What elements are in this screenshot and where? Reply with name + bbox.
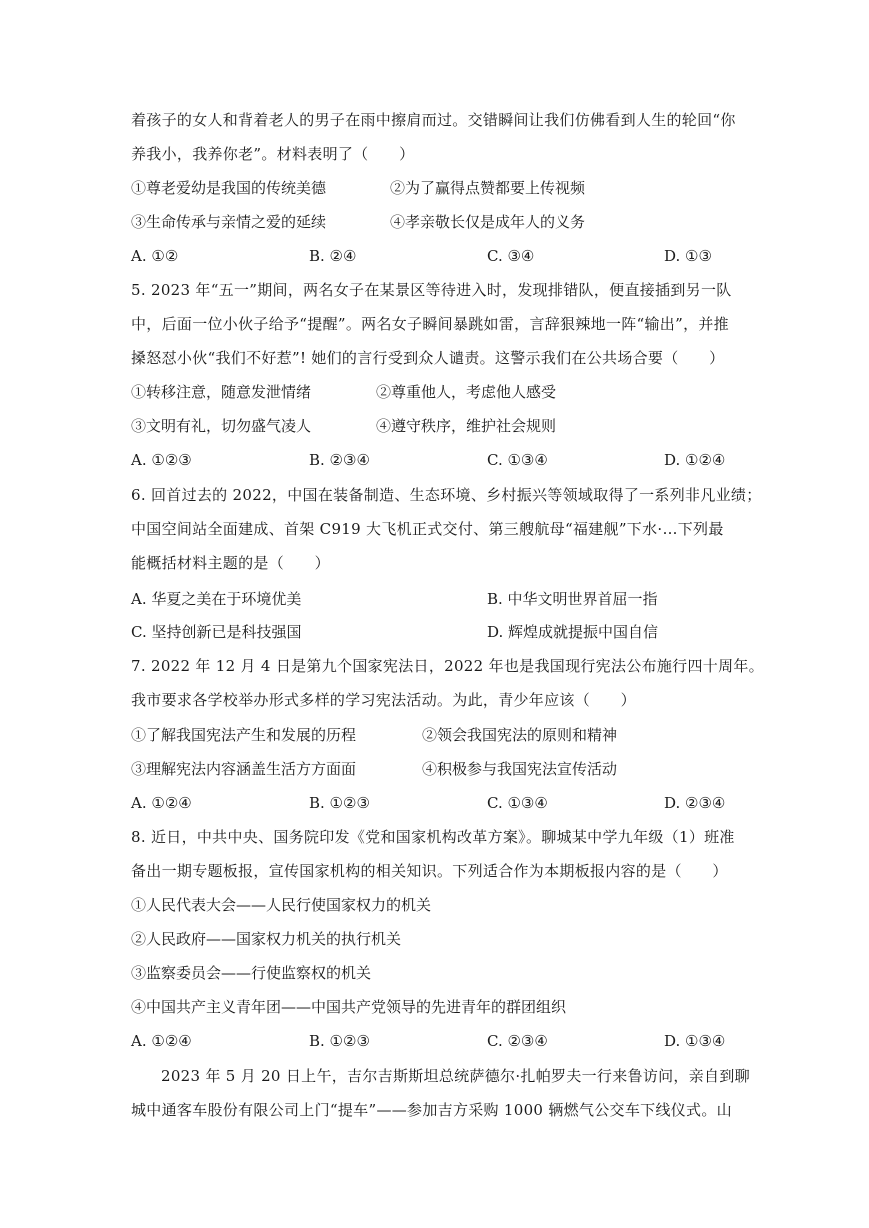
q7-choice-c: C. ①③④ <box>487 794 548 812</box>
q8-statement-4: ④中国共产主义青年团——中国共产党领导的先进青年的群团组织 <box>131 998 567 1016</box>
q6-stem-line-2: 中国空间站全面建成、首架 C919 大飞机正式交付、第三艘航母“福建舰”下水·…下列最 <box>131 520 724 538</box>
q7-statement-1: ①了解我国宪法产生和发展的历程 <box>131 726 357 744</box>
q7-stem-line-1: 7. 2022 年 12 月 4 日是第九个国家宪法日，2022 年也是我国现行宪法公布施行四十周年。 <box>131 657 764 675</box>
q4-statement-4: ④孝亲敬长仅是成年人的义务 <box>390 213 586 231</box>
q5-choice-d: D. ①②④ <box>664 451 726 469</box>
q4-choice-b: B. ②④ <box>309 247 357 265</box>
q4-choice-a: A. ①② <box>131 247 179 265</box>
q4-statement-3: ③生命传承与亲情之爱的延续 <box>131 213 327 231</box>
q5-choice-a: A. ①②③ <box>131 451 192 469</box>
q6-choice-b: B. 中华文明世界首屈一指 <box>487 590 658 608</box>
q4-choice-d: D. ①③ <box>664 247 712 265</box>
q5-choice-b: B. ②③④ <box>309 451 370 469</box>
q6-stem-line-3: 能概括材料主题的是（ ） <box>131 554 330 572</box>
q8-stem-line-1: 8. 近日，中共中央、国务院印发《党和国家机构改革方案》。聊城某中学九年级（1）班准 <box>131 828 735 846</box>
q4-stem-line-1: 着孩子的女人和背着老人的男子在雨中擦肩而过。交错瞬间让我们仿佛看到人生的轮回“你 <box>131 111 736 129</box>
q8-statement-1: ①人民代表大会——人民行使国家权力的机关 <box>131 896 432 914</box>
q8-choice-c: C. ②③④ <box>487 1032 548 1050</box>
q7-statement-4: ④积极参与我国宪法宣传活动 <box>422 760 618 778</box>
q4-choice-c: C. ③④ <box>487 247 535 265</box>
q6-choice-d: D. 辉煌成就提振中国自信 <box>487 623 659 641</box>
q7-stem-line-2: 我市要求各学校举办形式多样的学习宪法活动。为此，青少年应该（ ） <box>131 691 636 709</box>
q7-choice-b: B. ①②③ <box>309 794 370 812</box>
q4-stem-line-2: 养我小，我养你老”。材料表明了（ ） <box>131 145 415 163</box>
q8-choice-a: A. ①②④ <box>131 1032 192 1050</box>
q6-stem-line-1: 6. 回首过去的 2022，中国在装备制造、生态环境、乡村振兴等领域取得了一系列非凡业绩； <box>131 486 762 504</box>
q5-stem-line-3: 搡怒怼小伙“我们不好惹”! 她们的言行受到众人谴责。这警示我们在公共场合要（ ） <box>131 349 725 367</box>
q8-statement-3: ③监察委员会——行使监察权的机关 <box>131 964 372 982</box>
q8-choice-d: D. ①③④ <box>664 1032 726 1050</box>
q5-statement-2: ②尊重他人，考虑他人感受 <box>376 383 557 401</box>
q5-stem-line-1: 5. 2023 年“五一”期间，两名女子在某景区等待进入时，发现排错队，便直接插到另一队 <box>131 281 732 299</box>
q5-choice-c: C. ①③④ <box>487 451 548 469</box>
q7-statement-2: ②领会我国宪法的原则和精神 <box>422 726 618 744</box>
q7-choice-d: D. ②③④ <box>664 794 726 812</box>
passage-line-1: 2023 年 5 月 20 日上午，吉尔吉斯斯坦总统萨德尔·扎帕罗夫一行来鲁访问，亲自到聊 <box>161 1067 750 1085</box>
q6-choice-a: A. 华夏之美在于环境优美 <box>131 590 302 608</box>
q8-stem-line-2: 备出一期专题板报，宣传国家机构的相关知识。下列适合作为本期板报内容的是（ ） <box>131 862 728 880</box>
q5-statement-3: ③文明有礼，切勿盛气凌人 <box>131 417 312 435</box>
q7-choice-a: A. ①②④ <box>131 794 192 812</box>
q7-statement-3: ③理解宪法内容涵盖生活方方面面 <box>131 760 357 778</box>
q5-stem-line-2: 中，后面一位小伙子给予“提醒”。两名女子瞬间暴跳如雷，言辞狠辣地一阵“输出”，并推 <box>131 315 729 333</box>
q4-statement-1: ①尊老爱幼是我国的传统美德 <box>131 179 327 197</box>
q6-choice-c: C. 坚持创新已是科技强国 <box>131 623 302 641</box>
q5-statement-1: ①转移注意，随意发泄情绪 <box>131 383 312 401</box>
q4-statement-2: ②为了赢得点赞都要上传视频 <box>390 179 586 197</box>
q8-statement-2: ②人民政府——国家权力机关的执行机关 <box>131 930 402 948</box>
passage-line-2: 城中通客车股份有限公司上门“提车”——参加吉方采购 1000 辆燃气公交车下线仪式。山 <box>131 1101 732 1119</box>
q5-statement-4: ④遵守秩序，维护社会规则 <box>376 417 557 435</box>
q8-choice-b: B. ①②③ <box>309 1032 370 1050</box>
